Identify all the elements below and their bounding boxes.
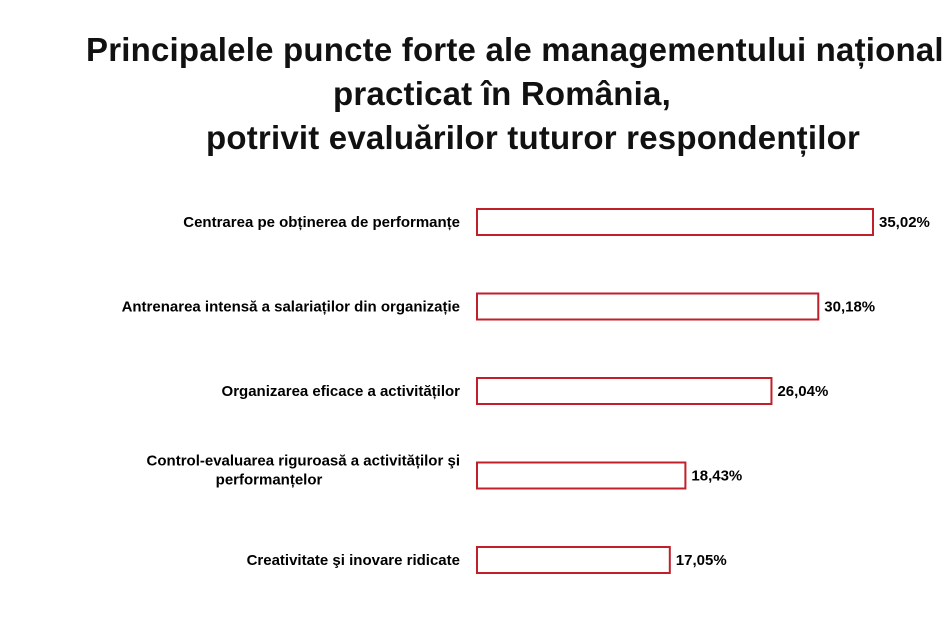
category-label-1: Centrarea pe obținerea de performanțe: [183, 214, 460, 231]
category-label-4: Control-evaluarea riguroasă a activităților şi performanțelor: [146, 452, 460, 489]
value-label-4: 18,43%: [691, 467, 743, 485]
chart-title-line-3: potrivit evaluărilor tuturor respondenților: [206, 119, 861, 156]
value-label-2: 30,18%: [824, 298, 876, 316]
bar-1: [477, 209, 873, 235]
category-label-2: Antrenarea intensă a salariaților din organizație: [121, 298, 460, 316]
bar-3: [477, 378, 771, 404]
value-label-3: 26,04%: [777, 383, 829, 400]
category-label-3: Organizarea eficace a activităților: [221, 383, 460, 400]
category-label-5: Creativitate şi inovare ridicate: [246, 552, 460, 569]
bar-5: [477, 547, 670, 573]
value-label-5: 17,05%: [675, 552, 727, 569]
bar-4: [477, 463, 685, 489]
value-label-1: 35,02%: [879, 214, 930, 231]
bar-2: [477, 294, 818, 320]
chart-title-line-1: Principalele puncte forte ale managementului național: [86, 31, 944, 68]
chart-title-line-2: practicat în România,: [333, 75, 671, 112]
